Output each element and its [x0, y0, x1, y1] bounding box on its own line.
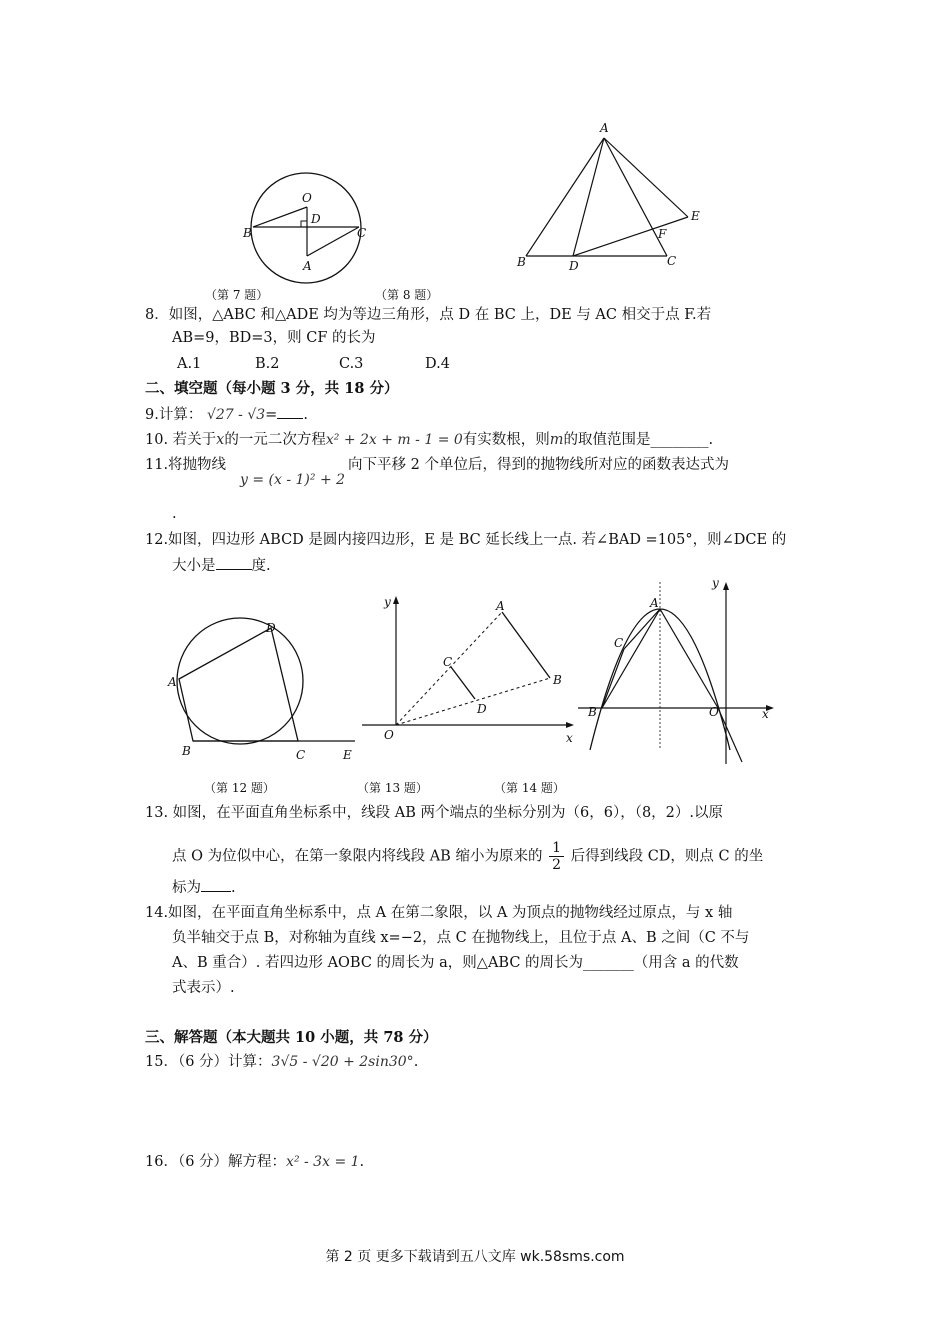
label-O: O	[384, 728, 394, 742]
label-C: C	[443, 655, 453, 669]
figure-14	[578, 572, 778, 772]
label-x: x	[762, 707, 769, 721]
q13-frac-den: 2	[552, 857, 561, 873]
label-y: y	[712, 576, 719, 590]
q8-option-a: A.1	[177, 356, 202, 372]
q11-suffix: 向下平移 2 个单位后，得到的抛物线所对应的函数表达式为	[348, 457, 729, 473]
q14-line2: 负半轴交于点 B，对称轴为直线 x=−2，点 C 在抛物线上，且位于点 A、B 之间（C 不与	[172, 930, 750, 946]
label-y: y	[384, 595, 391, 609]
caption-fig8: （第 8 题）	[375, 288, 439, 302]
label-B: B	[517, 255, 526, 269]
label-D: D	[477, 702, 487, 716]
q15-end: .	[413, 1054, 419, 1070]
label-B: B	[182, 744, 191, 758]
label-B: B	[553, 673, 562, 687]
figure-13	[360, 592, 580, 752]
q15	[145, 1052, 418, 1072]
section-3-heading: 三、解答题（本大题共 10 小题，共 78 分）	[145, 1029, 438, 1046]
q8-line2: AB=9，BD=3，则 CF 的长为	[172, 330, 376, 346]
caption-fig14: （第 14 题）	[494, 781, 565, 795]
q12-line2a: 大小是	[172, 558, 216, 574]
label-D: D	[569, 259, 579, 273]
label-E: E	[343, 748, 352, 762]
label-C: C	[614, 636, 624, 650]
label-x: x	[566, 731, 573, 745]
section-2-heading: 二、填空题（每小题 3 分，共 18 分）	[145, 380, 399, 397]
q8-line1: 8．如图，△ABC 和△ADE 均为等边三角形，点 D 在 BC 上，DE 与 AC 相交于点 F.若	[145, 307, 712, 323]
q9-end: .	[303, 407, 308, 423]
label-A: A	[496, 599, 505, 613]
q16-end: .	[359, 1154, 365, 1170]
q10-mid2: 有实数根，则	[462, 432, 550, 448]
q8-option-d: D.4	[425, 356, 450, 372]
label-O: O	[709, 705, 719, 719]
q13-line1: 13. 如图，在平面直角坐标系中，线段 AB 两个端点的坐标分别为（6，6），（8，2）.以原	[145, 805, 724, 821]
q16-prefix: 16．（6 分）解方程：	[145, 1154, 287, 1170]
q10	[145, 430, 713, 450]
q13-fraction	[549, 840, 564, 873]
label-E: E	[691, 209, 700, 223]
caption-fig12: （第 12 题）	[204, 781, 275, 795]
q10-prefix: 10. 若关于	[145, 432, 217, 448]
q10-var-x: x	[216, 432, 225, 448]
q10-suffix: 的取值范围是________.	[563, 432, 714, 448]
q12-line2b: 度.	[251, 558, 271, 574]
q14-line4: 式表示）.	[172, 980, 235, 996]
label-A: A	[600, 121, 609, 135]
q9-blank	[277, 404, 303, 419]
q9-prefix: 9.计算：	[145, 407, 203, 423]
q11-prefix: 11.将抛物线	[145, 457, 227, 473]
label-O: O	[302, 191, 312, 205]
q14-line3: A、B 重合）. 若四边形 AOBC 的周长为 a，则△ABC 的周长为_______（用含 a 的代数	[172, 955, 739, 971]
q13-line2	[172, 840, 763, 873]
q9	[145, 404, 308, 425]
page-footer: 第 2 页 更多下载请到五八文库 wk.58sms.com	[325, 1249, 625, 1265]
q16	[145, 1152, 364, 1172]
figure-8	[510, 120, 710, 273]
caption-fig7: （第 7 题）	[205, 288, 269, 302]
q15-expr: 3√5 - √20 + 2sin30°	[271, 1054, 414, 1070]
q9-suffix: =	[265, 407, 278, 423]
q8-option-b: B.2	[255, 356, 280, 372]
q13-blank	[201, 877, 231, 892]
q16-expr: x² - 3x = 1	[286, 1154, 360, 1170]
q10-var-m: m	[549, 432, 564, 448]
q15-prefix: 15．（6 分）计算：	[145, 1054, 272, 1070]
label-F: F	[658, 227, 667, 241]
q14-line1: 14.如图，在平面直角坐标系中，点 A 在第二象限，以 A 为顶点的抛物线经过原点，与 x 轴	[145, 905, 733, 921]
q13-line3b: .	[231, 880, 236, 896]
q10-mid: 的一元二次方程	[224, 432, 326, 448]
caption-fig13: （第 13 题）	[357, 781, 428, 795]
q11-equation: y = (x - 1)² + 2	[240, 472, 346, 488]
q12-blank	[216, 555, 252, 570]
q8-option-c: C.3	[339, 356, 364, 372]
label-A: A	[303, 259, 312, 273]
q9-expr: √27 - √3	[206, 407, 266, 423]
label-D: D	[311, 212, 321, 226]
label-C: C	[667, 254, 677, 268]
label-C: C	[357, 226, 367, 240]
q12-line1: 12.如图，四边形 ABCD 是圆内接四边形，E 是 BC 延长线上一点. 若∠BAD =105°，则∠DCE 的	[145, 532, 787, 548]
label-A: A	[650, 596, 659, 610]
q13-line3a: 标为	[172, 880, 201, 896]
label-C: C	[296, 748, 306, 762]
q12-line2	[172, 555, 271, 576]
q13-line2b: 后得到线段 CD，则点 C 的坐	[570, 848, 764, 865]
figure-7	[240, 150, 380, 280]
label-B: B	[243, 226, 252, 240]
label-A: A	[168, 675, 177, 689]
label-B: B	[588, 705, 597, 719]
q13-line3	[172, 877, 236, 898]
q13-line2a: 点 O 为位似中心，在第一象限内将线段 AB 缩小为原来的	[172, 848, 543, 865]
q11-end: .	[172, 506, 177, 522]
figure-12	[165, 612, 365, 772]
q10-equation: x² + 2x + m - 1 = 0	[325, 432, 463, 448]
q13-frac-num: 1	[549, 840, 564, 857]
label-D: D	[266, 621, 276, 635]
